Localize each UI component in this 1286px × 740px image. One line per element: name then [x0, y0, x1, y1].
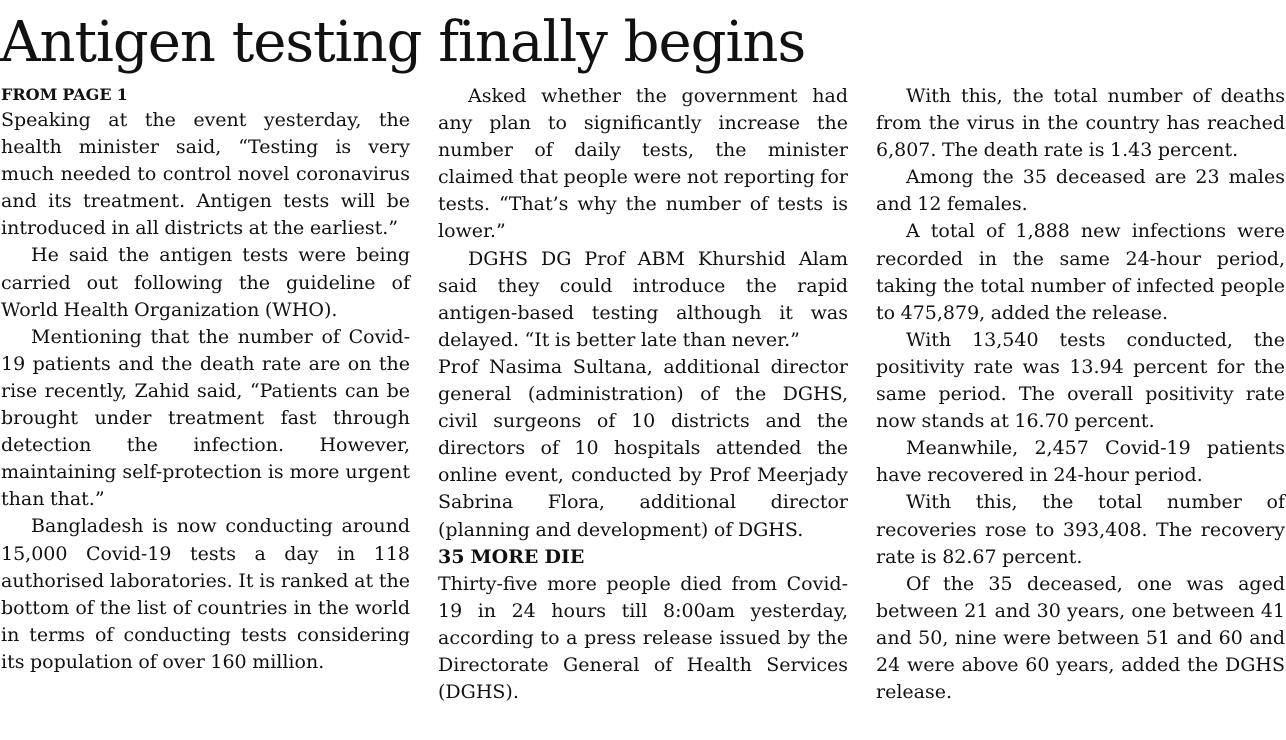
section-subhead: 35 MORE DIE: [438, 545, 585, 568]
paragraph: Meanwhile, 2,457 Covid-19 patients have recovered in 24-hour period.: [876, 437, 1285, 487]
paragraph: Mentioning that the number of Covid-19 patients and the death rate are on the rise recently, Zahid said, “Patients can be brought under treatment fast through detection the infection. However, maintaining self-protection is more urgent than that.”: [1, 325, 410, 511]
paragraph: He said the antigen tests were being carried out following the guideline of World Health Organization (WHO).: [1, 244, 410, 321]
article-column-1: [1, 83, 410, 676]
paragraph: Prof Nasima Sultana, additional director general (administration) of the DGHS, civil surgeons of 10 districts and the directors of 10 hospitals attended the online event, conducted by Prof Meerjady Sabrina Flora, additional director (planning and development) of DGHS.: [438, 355, 848, 541]
paragraph: DGHS DG Prof ABM Khurshid Alam said they could introduce the rapid antigen-based testing although it was delayed. “It is better late than never.”: [438, 247, 848, 351]
article-column-2: [438, 83, 848, 706]
headline: Antigen testing finally begins: [0, 10, 806, 75]
paragraph: Among the 35 deceased are 23 males and 12 females.: [876, 166, 1285, 216]
paragraph: Asked whether the government had any plan to significantly increase the number of daily tests, the minister claimed that people were not reporting for tests. “That’s why the number of tests is lower.”: [438, 85, 848, 243]
paragraph: With this, the total number of recoveries rose to 393,408. The recovery rate is 82.67 percent.: [876, 491, 1285, 568]
article-column-3: [876, 83, 1285, 706]
paragraph: Bangladesh is now conducting around 15,000 Covid-19 tests a day in 118 authorised laboratories. It is ranked at the bottom of the list of countries in the world in terms of conducting tests considering its population of over 160 million.: [1, 515, 410, 673]
paragraph: Speaking at the event yesterday, the health minister said, “Testing is very much needed to control novel coronavirus and its treatment. Antigen tests will be introduced in all districts at the earliest.”: [1, 109, 410, 240]
paragraph: Thirty-five more people died from Covid-19 in 24 hours till 8:00am yesterday, according to a press release issued by the Directorate General of Health Services (DGHS).: [438, 572, 848, 704]
paragraph: With this, the total number of deaths from the virus in the country has reached 6,807. The death rate is 1.43 percent.: [876, 85, 1285, 162]
paragraph: With 13,540 tests conducted, the positivity rate was 13.94 percent for the same period. The overall positivity rate now stands at 16.70 percent.: [876, 328, 1285, 433]
kicker: FROM PAGE 1: [1, 85, 128, 104]
paragraph: A total of 1,888 new infections were recorded in the same 24-hour period, taking the total number of infected people to 475,879, added the release.: [876, 220, 1285, 324]
paragraph: Of the 35 deceased, one was aged between 21 and 30 years, one between 41 and 50, nine were between 51 and 60 and 24 were above 60 years, added the DGHS release.: [876, 572, 1285, 704]
